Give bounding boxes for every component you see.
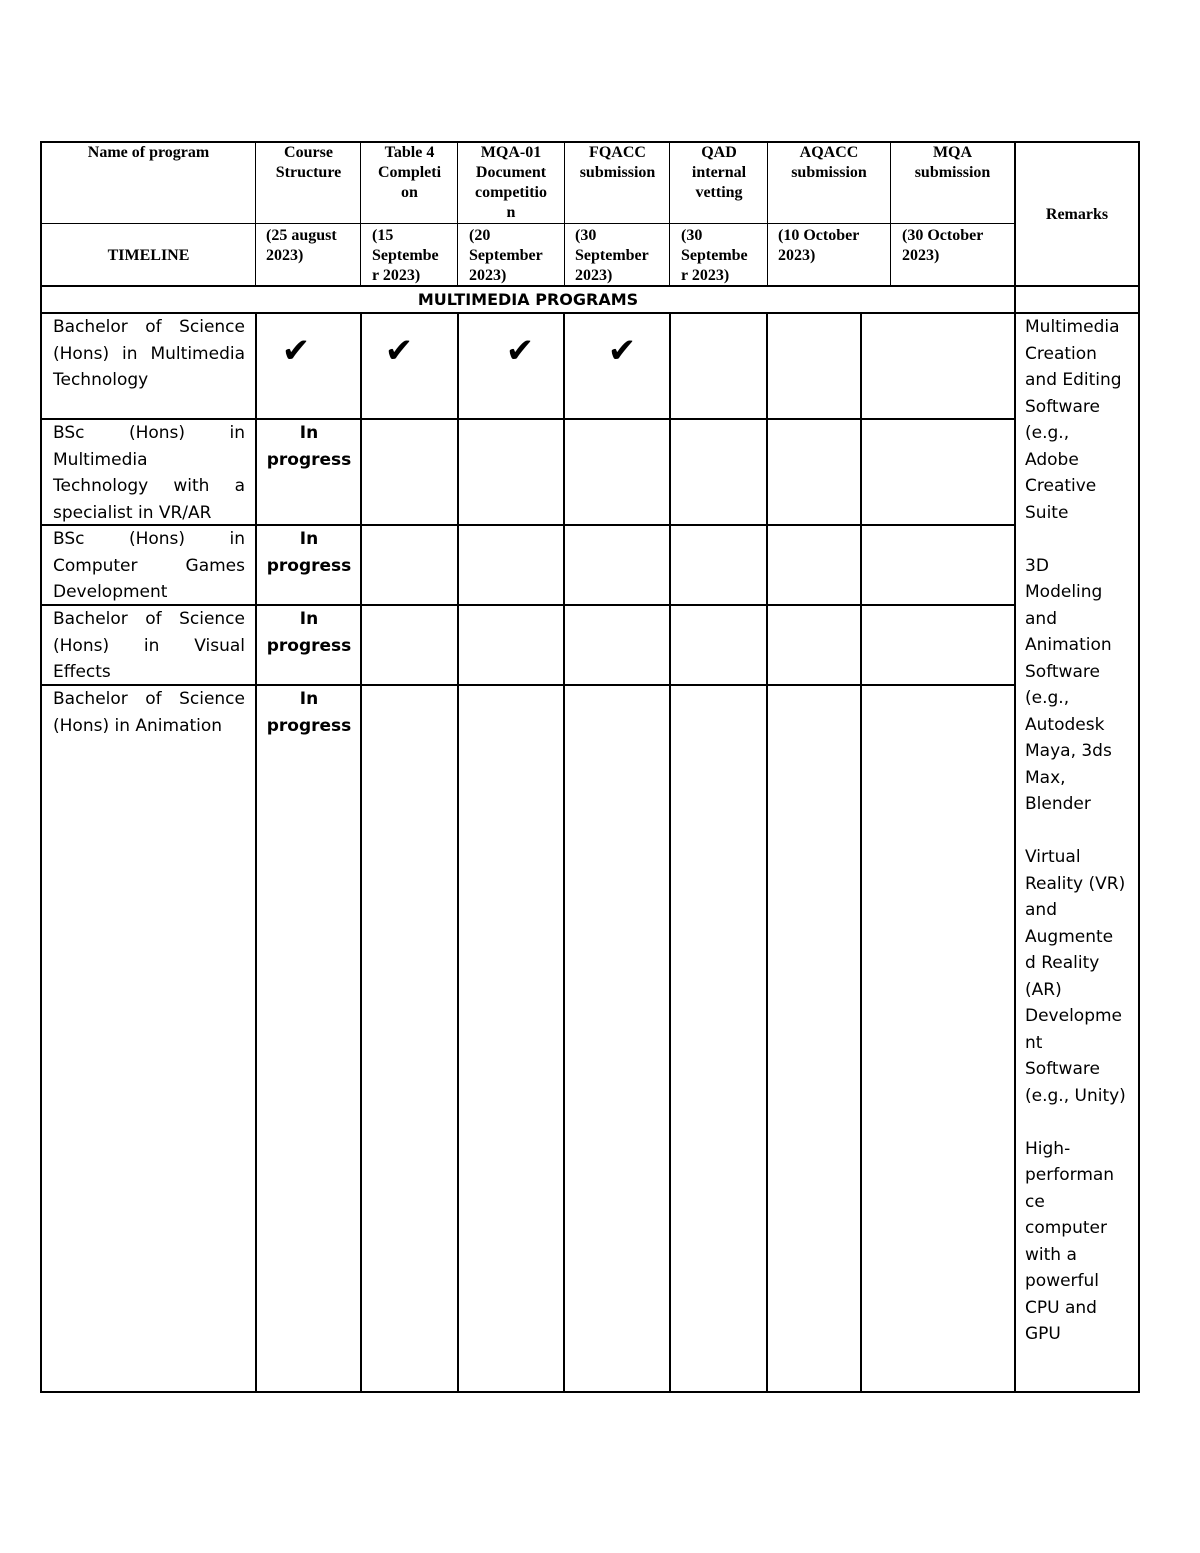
column-divider: [669, 312, 671, 1393]
header-timeline: TIMELINE: [107, 247, 190, 264]
column-divider: [669, 141, 670, 286]
program-name: Bachelor of Science (Hons) in Multimedia Technology: [53, 317, 245, 390]
column-divider: [255, 312, 257, 1393]
checkmark-icon: ✔: [505, 331, 535, 371]
timeline-date: (30 September 2023): [575, 227, 649, 284]
status-in-progress: In progress: [266, 423, 352, 470]
program-name: Bachelor of Science (Hons) in Animation: [53, 689, 245, 736]
timeline-date: (10 October 2023): [778, 227, 860, 264]
status-in-progress: In progress: [266, 529, 352, 576]
table-left-border: [40, 141, 42, 1393]
program-name: Bachelor of Science (Hons) in Visual Effects: [53, 609, 245, 682]
header-table4-completion: Table 4 Completi on: [377, 144, 442, 201]
section-title: MULTIMEDIA PROGRAMS: [417, 290, 639, 309]
column-divider: [563, 312, 565, 1393]
timeline-date: (25 august 2023): [266, 227, 337, 264]
column-divider: [360, 312, 362, 1393]
timeline-date: (20 September 2023): [469, 227, 543, 284]
header-name-of-program: Name of program: [87, 144, 210, 161]
column-divider: [766, 312, 768, 1393]
column-divider: [1014, 141, 1016, 1393]
column-divider: [255, 141, 256, 286]
header-divider: [41, 223, 1015, 224]
column-divider: [860, 312, 862, 1393]
timeline-date: (30 October 2023): [902, 227, 984, 264]
header-course-structure: Course Structure: [275, 144, 342, 181]
checkmark-icon: ✔: [384, 331, 414, 371]
timeline-date: (30 Septembe r 2023): [681, 227, 748, 284]
column-divider: [564, 141, 565, 286]
timeline-date: (15 Septembe r 2023): [372, 227, 439, 284]
header-aqacc-submission: AQACC submission: [791, 144, 867, 181]
status-in-progress: In progress: [266, 689, 352, 736]
table-right-border: [1138, 141, 1140, 1393]
column-divider: [457, 312, 459, 1393]
header-qad-internal-vetting: QAD internal vetting: [691, 144, 747, 201]
header-remarks: Remarks: [1045, 206, 1109, 223]
header-mqa01-document: MQA-01 Document competitio n: [475, 144, 547, 221]
program-name: BSc (Hons) in Computer Games Development: [53, 529, 245, 602]
status-in-progress: In progress: [266, 609, 352, 656]
program-name: BSc (Hons) in Multimedia Technology with a specialist in VR/AR: [53, 423, 245, 523]
header-fqacc-submission: FQACC submission: [579, 144, 656, 181]
header-mqa-submission: MQA submission: [914, 144, 991, 181]
checkmark-icon: ✔: [281, 331, 311, 371]
checkmark-icon: ✔: [607, 331, 637, 371]
remarks-text: Multimedia Creation and Editing Software (e.g., Adobe Creative Suite 3D Modeling and Animation Software (e.g., Autodesk Maya, 3ds Max, Blender Virtual Reality (VR) and Augmente d Reality (AR) Developme nt Software (e.g., Unity) High- performan ce computer with a powerful CPU and GPU: [1025, 317, 1126, 1344]
column-divider: [360, 141, 361, 286]
table-bottom-border: [40, 1391, 1140, 1393]
